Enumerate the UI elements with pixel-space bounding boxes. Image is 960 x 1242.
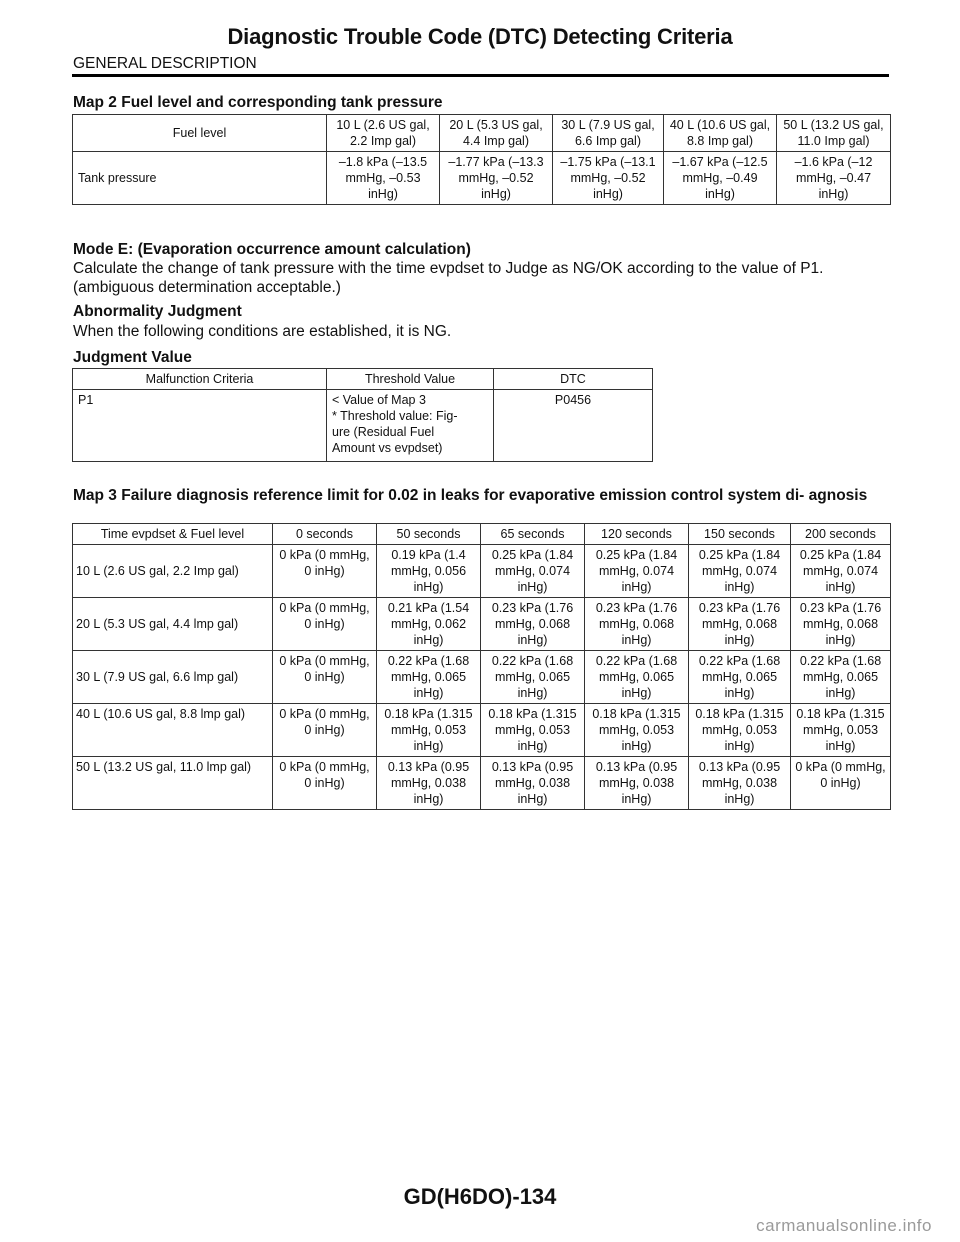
table-cell: 0.25 kPa (1.84 mmHg, 0.074 inHg)	[481, 545, 585, 598]
map2-table	[72, 114, 891, 205]
abnormality-text: When the following conditions are established, it is NG.	[73, 323, 452, 340]
mode-e-text: Calculate the change of tank pressure with the time evpdset to Judge as NG/OK according to the value of P1. (ambiguous determination acceptable.)	[73, 260, 824, 296]
abnormality-heading: Abnormality Judgment	[73, 303, 242, 320]
map3-table	[72, 523, 891, 810]
table-cell: 0.13 kPa (0.95 mmHg, 0.038 inHg)	[689, 757, 791, 810]
table-cell: 0.19 kPa (1.4 mmHg, 0.056 inHg)	[377, 545, 481, 598]
table-header: 50 seconds	[377, 524, 481, 545]
table-row	[73, 598, 891, 651]
table-cell: –1.6 kPa (–12 mmHg, –0.47 inHg)	[777, 152, 891, 205]
table-cell: 50 L (13.2 US gal, 11.0 Imp gal)	[777, 115, 891, 152]
table-header: Malfunction Criteria	[73, 369, 327, 390]
table-cell: 0 kPa (0 mmHg, 0 inHg)	[273, 545, 377, 598]
table-cell: < Value of Map 3 * Threshold value: Fig- ure (Residual Fuel Amount vs evpdset)	[327, 390, 494, 462]
map2-heading: Map 2 Fuel level and corresponding tank pressure	[73, 94, 443, 111]
table-cell: 0.25 kPa (1.84 mmHg, 0.074 inHg)	[791, 545, 891, 598]
table-cell: 0.23 kPa (1.76 mmHg, 0.068 inHg)	[585, 598, 689, 651]
table-cell: 0 kPa (0 mmHg, 0 inHg)	[273, 651, 377, 704]
table-cell: 0.22 kPa (1.68 mmHg, 0.065 inHg)	[689, 651, 791, 704]
table-cell: 50 L (13.2 US gal, 11.0 lmp gal)	[73, 757, 273, 810]
table-cell: 0.13 kPa (0.95 mmHg, 0.038 inHg)	[481, 757, 585, 810]
section-subtitle: GENERAL DESCRIPTION	[73, 55, 257, 72]
table-cell: 0 kPa (0 mmHg, 0 inHg)	[273, 757, 377, 810]
table-cell: 0.18 kPa (1.315 mmHg, 0.053 inHg)	[481, 704, 585, 757]
table-cell: 0.13 kPa (0.95 mmHg, 0.038 inHg)	[585, 757, 689, 810]
table-cell: 0.23 kPa (1.76 mmHg, 0.068 inHg)	[481, 598, 585, 651]
table-cell: 0.18 kPa (1.315 mmHg, 0.053 inHg)	[791, 704, 891, 757]
table-row	[73, 524, 891, 545]
table-cell: 0.22 kPa (1.68 mmHg, 0.065 inHg)	[791, 651, 891, 704]
table-header: 200 seconds	[791, 524, 891, 545]
table-row	[73, 704, 891, 757]
table-row	[73, 152, 891, 205]
table-header: 65 seconds	[481, 524, 585, 545]
table-cell: 0.25 kPa (1.84 mmHg, 0.074 inHg)	[689, 545, 791, 598]
table-row	[73, 390, 653, 462]
table-row	[73, 115, 891, 152]
table-cell: 0.22 kPa (1.68 mmHg, 0.065 inHg)	[585, 651, 689, 704]
table-cell: 0 kPa (0 mmHg, 0 inHg)	[791, 757, 891, 810]
table-cell: P1	[73, 390, 327, 462]
table-header: 0 seconds	[273, 524, 377, 545]
table-cell: 0.21 kPa (1.54 mmHg, 0.062 inHg)	[377, 598, 481, 651]
table-cell: 0 kPa (0 mmHg, 0 inHg)	[273, 704, 377, 757]
table-header: DTC	[494, 369, 653, 390]
table-cell: 0.22 kPa (1.68 mmHg, 0.065 inHg)	[481, 651, 585, 704]
table-cell: P0456	[494, 390, 653, 462]
table-cell: 0.23 kPa (1.76 mmHg, 0.068 inHg)	[791, 598, 891, 651]
table-cell: 30 L (7.9 US gal, 6.6 lmp gal)	[73, 651, 273, 704]
table-cell: 10 L (2.6 US gal, 2.2 Imp gal)	[327, 115, 440, 152]
table-row	[73, 369, 653, 390]
table-row	[73, 545, 891, 598]
table-cell: 40 L (10.6 US gal, 8.8 Imp gal)	[664, 115, 777, 152]
table-cell: 20 L (5.3 US gal, 4.4 Imp gal)	[440, 115, 553, 152]
page-title: Diagnostic Trouble Code (DTC) Detecting Criteria	[227, 24, 733, 49]
page-number: GD(H6DO)-134	[403, 1184, 557, 1209]
map3-heading: Map 3 Failure diagnosis reference limit for 0.02 in leaks for evaporative emission control system di- agnosis	[73, 487, 868, 504]
table-row	[73, 757, 891, 810]
table-cell: 20 L (5.3 US gal, 4.4 lmp gal)	[73, 598, 273, 651]
table-cell: 0 kPa (0 mmHg, 0 inHg)	[273, 598, 377, 651]
table-header: Threshold Value	[327, 369, 494, 390]
table-cell: –1.75 kPa (–13.1 mmHg, –0.52 inHg)	[553, 152, 664, 205]
table-cell: 0.23 kPa (1.76 mmHg, 0.068 inHg)	[689, 598, 791, 651]
table-cell: 0.18 kPa (1.315 mmHg, 0.053 inHg)	[689, 704, 791, 757]
table-cell: 0.13 kPa (0.95 mmHg, 0.038 inHg)	[377, 757, 481, 810]
table-cell: –1.8 kPa (–13.5 mmHg, –0.53 inHg)	[327, 152, 440, 205]
judgment-table	[72, 368, 653, 462]
table-header: 150 seconds	[689, 524, 791, 545]
table-cell: 0.18 kPa (1.315 mmHg, 0.053 inHg)	[585, 704, 689, 757]
table-cell: Fuel level	[73, 115, 327, 152]
judgment-heading: Judgment Value	[73, 349, 192, 366]
table-cell: 40 L (10.6 US gal, 8.8 lmp gal)	[73, 704, 273, 757]
table-header: Time evpdset & Fuel level	[73, 524, 273, 545]
table-row	[73, 651, 891, 704]
table-cell: 30 L (7.9 US gal, 6.6 Imp gal)	[553, 115, 664, 152]
table-cell: 10 L (2.6 US gal, 2.2 Imp gal)	[73, 545, 273, 598]
table-cell: –1.67 kPa (–12.5 mmHg, –0.49 inHg)	[664, 152, 777, 205]
table-cell: 0.22 kPa (1.68 mmHg, 0.065 inHg)	[377, 651, 481, 704]
table-cell: 0.18 kPa (1.315 mmHg, 0.053 inHg)	[377, 704, 481, 757]
table-cell: –1.77 kPa (–13.3 mmHg, –0.52 inHg)	[440, 152, 553, 205]
mode-e-heading: Mode E: (Evaporation occurrence amount calculation)	[73, 241, 471, 258]
header-rule	[72, 74, 889, 77]
table-cell: Tank pressure	[73, 152, 327, 205]
table-cell: 0.25 kPa (1.84 mmHg, 0.074 inHg)	[585, 545, 689, 598]
table-header: 120 seconds	[585, 524, 689, 545]
watermark: carmanualsonline.info	[756, 1216, 932, 1235]
